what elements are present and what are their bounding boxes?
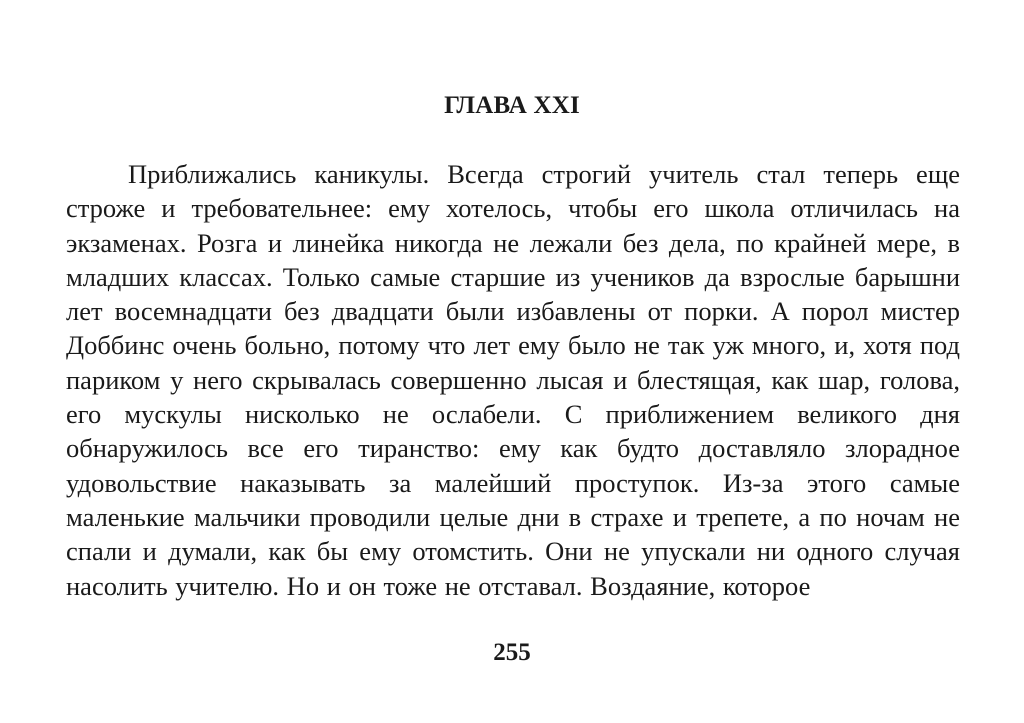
body-paragraph: Приближались каникулы. Всегда строгий учитель стал теперь еще строже и требовательнее: ему хотелось, чтобы его школа отличилась на экзаменах. Розга и линейка никогда не лежали без дела, по крайней мере, в младших классах. Только самые старшие из учеников да взрослые барышни лет восемнадцати без двадцати были избавлены от порки. А порол мистер Доббинс очень больно, потому что лет ему было не так уж много, и, хотя под париком у него скрывалась совершенно лысая и блестящая, как шар, голова, его мускулы нисколько не ослабели. С приближением великого дня обнаружилось все его тиранство: ему как будто доставляло злорадное удовольствие наказывать за малейший проступок. Из-за этого самые маленькие мальчики проводили целые дни в страхе и трепете, а по ночам не спали и думали, как бы ему отомстить. Они не упускали ни одного случая насолить учителю. Но и он тоже не отставал. Воздаяние, которое <box>66 159 960 601</box>
chapter-title: ГЛАВА XXI <box>444 92 580 119</box>
page-number: 255 <box>493 639 531 666</box>
